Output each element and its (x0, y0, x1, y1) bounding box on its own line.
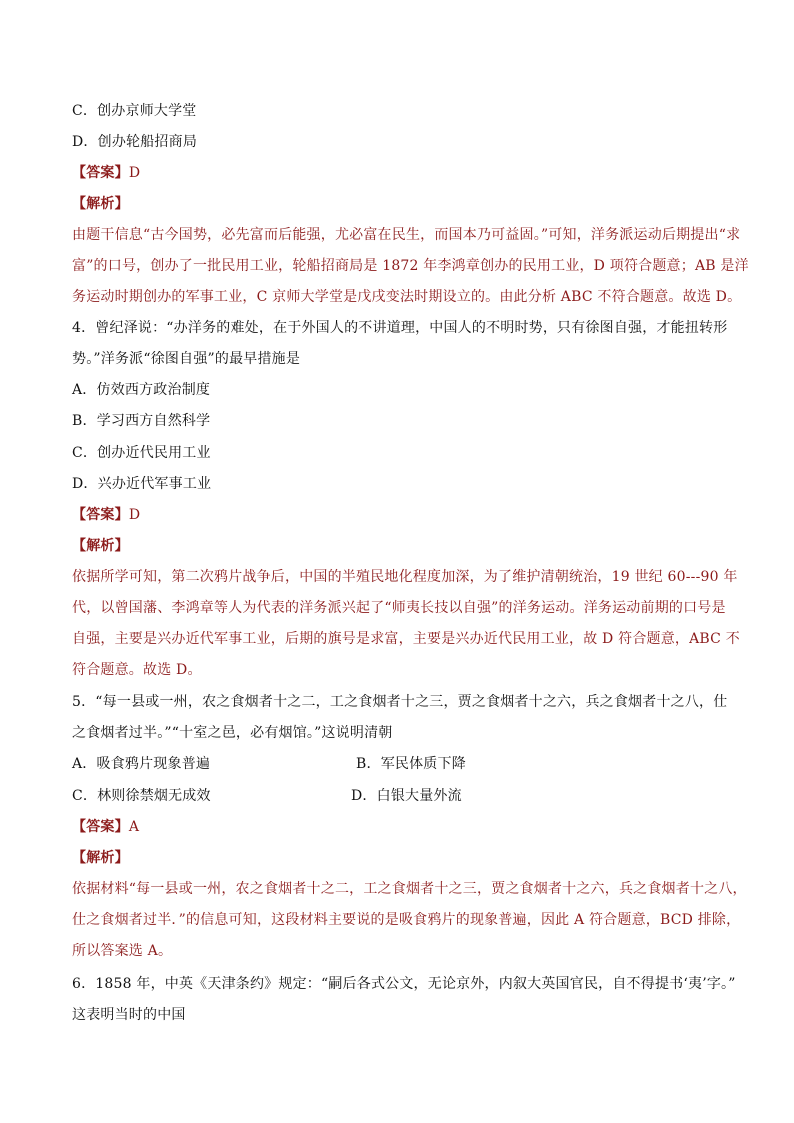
q4-analysis-line-4: 符合题意。故选 D。 (72, 662, 202, 678)
q5-analysis-line-3: 所以答案选 A。 (72, 943, 173, 959)
q5-option-d: D．白银大量外流 (351, 788, 462, 804)
q3-option-d: D．创办轮船招商局 (72, 134, 198, 150)
q3-analysis-line-1: 由题干信息“古今国势，必先富而后能强，尤必富在民生，而国本乃可益固。”可知，洋务派运动后期提出“求 (72, 227, 741, 243)
q4-analysis-line-3: 自强，主要是兴办近代军事工业，后期的旗号是求富，主要是兴办近代民用工业，故 D 符合题意，ABC 不 (72, 631, 740, 647)
q4-analysis-line-2: 代，以曾国藩、李鸿章等人为代表的洋务派兴起了“师夷长技以自强”的洋务运动。洋务运动前期的口号是 (72, 600, 726, 616)
answer-tag: 【答案】 (72, 507, 129, 523)
answer-value: D (128, 165, 141, 181)
q4-option-a: A．仿效西方政治制度 (72, 382, 211, 398)
q4-stem-line-1: 4．曾纪泽说：“办洋务的难处，在于外国人的不讲道理，中国人的不明时势，只有徐图自强，才能扭转形 (72, 320, 728, 336)
q6-stem-line-1: 6．1858 年，中英《天津条约》规定：“嗣后各式公文，无论京外，内叙大英国官民，自不得提书‘夷’字。” (72, 976, 736, 992)
q5-analysis-tag: 【解析】 (72, 850, 129, 866)
q3-analysis-line-3: 务运动时期创办的军事工业，C 京师大学堂是戊戌变法时期设立的。由此分析 ABC 不符合题意。故选 D。 (72, 289, 742, 305)
q4-answer (72, 505, 140, 525)
q3-option-c: C．创办京师大学堂 (72, 103, 197, 119)
q5-options-row-1 (72, 754, 722, 774)
q5-analysis-line-1: 依据材料“每一县或一州，农之食烟者十之二，工之食烟者十之三，贾之食烟者十之六，兵之食烟者十之八， (72, 881, 747, 897)
answer-value: D (128, 507, 141, 523)
q4-option-d: D．兴办近代军事工业 (72, 476, 212, 492)
q3-analysis-line-2: 富”的口号，创办了一批民用工业，轮船招商局是 1872 年李鸿章创办的民用工业，D 项符合题意；AB 是洋 (72, 258, 749, 274)
q3-answer (72, 163, 140, 183)
q5-option-b: B．军民体质下降 (356, 756, 466, 772)
answer-value: A (128, 819, 140, 835)
q4-analysis-tag: 【解析】 (72, 538, 129, 554)
q5-answer (72, 817, 139, 837)
q3-analysis-tag: 【解析】 (72, 196, 129, 212)
q5-options-row-2 (72, 786, 722, 806)
q4-analysis-line-1: 依据所学可知，第二次鸦片战争后，中国的半殖民地化程度加深，为了维护清朝统治，19 世纪 60---90 年 (72, 569, 738, 585)
q5-stem-line-2: 之食烟者过半。”“十室之邑，必有烟馆。”这说明清朝 (72, 725, 393, 741)
q5-stem-line-1: 5．“每一县或一州，农之食烟者十之二，工之食烟者十之三，贾之食烟者十之六，兵之食烟者十之八，仕 (72, 694, 728, 710)
answer-tag: 【答案】 (72, 165, 129, 181)
q4-option-c: C．创办近代民用工业 (72, 445, 211, 461)
q4-stem-line-2: 势。”洋务派“徐图自强”的最早措施是 (72, 351, 301, 367)
q5-analysis-line-2: 仕之食烟者过半．”的信息可知，这段材料主要说的是吸食鸦片的现象普遍，因此 A 符合题意，BCD 排除， (72, 912, 741, 928)
q5-option-a: A．吸食鸦片现象普遍 (72, 756, 211, 772)
q5-option-c: C．林则徐禁烟无成效 (72, 788, 211, 804)
q4-option-b: B．学习西方自然科学 (72, 413, 211, 429)
q6-stem-line-2: 这表明当时的中国 (72, 1007, 186, 1023)
answer-tag: 【答案】 (72, 819, 129, 835)
